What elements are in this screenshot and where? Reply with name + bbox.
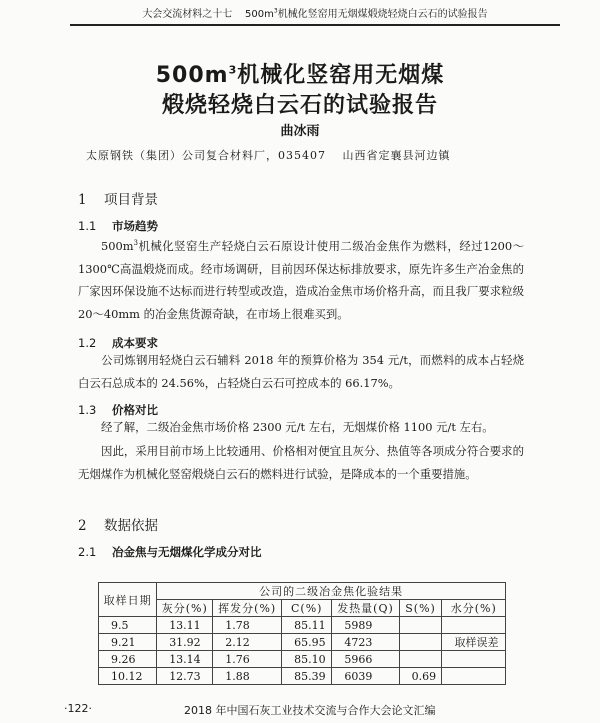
- paragraph-cost: 公司炼钢用轻烧白云石辅料 2018 年的预算价格为 354 元/t，而燃料的成本占轻烧白云石总成本的 24.56%，占轻烧白云石可控成本的 66.17%。: [78, 353, 524, 390]
- paragraph-market-trend: $500m^3$机械化竖窑生产轻烧白云石原设计使用二级冶金焦作为燃料，经过1200～1300℃高温煅烧而成。经市场调研，目前因环保达标排放要求，原先许多生产冶金焦的厂家因环保设施不达标而进行转型或改造，造成冶金焦市场价格升高，而且我厂要求粒级 20～40mm 的冶金焦货源奇缺，在市场上很难买到。: [78, 239, 524, 321]
- affiliation-location: 山西省定襄县河边镇: [342, 149, 451, 162]
- table-cell: 5989: [332, 617, 399, 634]
- table-row: [99, 634, 506, 651]
- table-row-header: 取样日期: [99, 583, 157, 617]
- column-header: S(%): [399, 600, 442, 617]
- table-cell: 12.73: [157, 668, 213, 685]
- table-cell-date: 9.26: [99, 651, 157, 668]
- column-header: 挥发分(%): [213, 600, 282, 617]
- page-number: ·122·: [64, 702, 92, 715]
- paragraph-conclusion: 因此，采用目前市场上比较通用、价格相对便宜且灰分、热值等各项成分符合要求的无烟煤作为机械化竖窑煅烧白云石的燃料进行试验，是降成本的一个重要措施。: [78, 444, 524, 481]
- table-cell: 4723: [332, 634, 399, 651]
- table-cell: 取样误差: [442, 634, 506, 651]
- table-group-header: 公司的二级冶金焦化验结果: [157, 583, 506, 600]
- subsection-heading-1-3: 1.3 价格对比: [78, 403, 158, 417]
- table-row: [99, 651, 506, 668]
- table-cell: 6039: [332, 668, 399, 685]
- table-cell: [442, 668, 506, 685]
- paper-title-line2: 煅烧轻烧白云石的试验报告: [161, 93, 438, 118]
- table-cell: 85.39: [282, 668, 332, 685]
- table-cell: [399, 651, 442, 668]
- table-cell: 13.14: [157, 651, 213, 668]
- column-header: C(%): [282, 600, 332, 617]
- header-series: 大会交流材料之十七: [142, 9, 233, 20]
- table-cell: [442, 617, 506, 634]
- coke-analysis-table: [98, 582, 506, 685]
- running-header: [70, 5, 560, 26]
- subsection-heading-1-2: 1.2 成本要求: [78, 336, 158, 350]
- table-cell: 31.92: [157, 634, 213, 651]
- column-header: 水分(%): [442, 600, 506, 617]
- table-cell: 65.95: [282, 634, 332, 651]
- table-cell: [399, 634, 442, 651]
- table-cell: 13.11: [157, 617, 213, 634]
- section-heading-1: 1 项目背景: [78, 192, 158, 208]
- table-cell: [442, 651, 506, 668]
- column-header: 发热量(Q): [332, 600, 399, 617]
- column-header: 灰分(%): [157, 600, 213, 617]
- table-cell: 5966: [332, 651, 399, 668]
- affiliation-org: 太原钢铁（集团）公司复合材料厂，035407: [86, 149, 326, 162]
- table-cell-date: 9.5: [99, 617, 157, 634]
- table-cell: 1.88: [213, 668, 282, 685]
- table-cell: 2.12: [213, 634, 282, 651]
- subsection-heading-2-1: 2.1 冶金焦与无烟煤化学成分对比: [78, 545, 262, 559]
- table-cell: [399, 617, 442, 634]
- table-cell: 85.10: [282, 651, 332, 668]
- table-cell-date: 10.12: [99, 668, 157, 685]
- table-cell-date: 9.21: [99, 634, 157, 651]
- paper-title-line1: $500m^3$机械化竖窑用无烟煤: [155, 63, 445, 88]
- paragraph-price-compare: 经了解，二级冶金焦市场价格 2300 元/t 左右，无烟煤价格 1100 元/t 左右。: [101, 420, 494, 434]
- author: 曲冰雨: [280, 124, 320, 139]
- subsection-heading-1-1: 1.1 市场趋势: [78, 219, 158, 233]
- conference-name: 2018 年中国石灰工业技术交流与合作大会论文汇编: [184, 704, 436, 717]
- table-cell: 1.78: [213, 617, 282, 634]
- table-cell: 0.69: [399, 668, 442, 685]
- table-cell: 85.11: [282, 617, 332, 634]
- table-row: [99, 668, 506, 685]
- table-cell: 1.76: [213, 651, 282, 668]
- table-row: [99, 617, 506, 634]
- header-title: $500m^3$机械化竖窑用无烟煤煅烧轻烧白云石的试验报告: [245, 7, 488, 20]
- affiliation: [86, 147, 463, 163]
- section-heading-2: 2 数据依据: [78, 518, 158, 534]
